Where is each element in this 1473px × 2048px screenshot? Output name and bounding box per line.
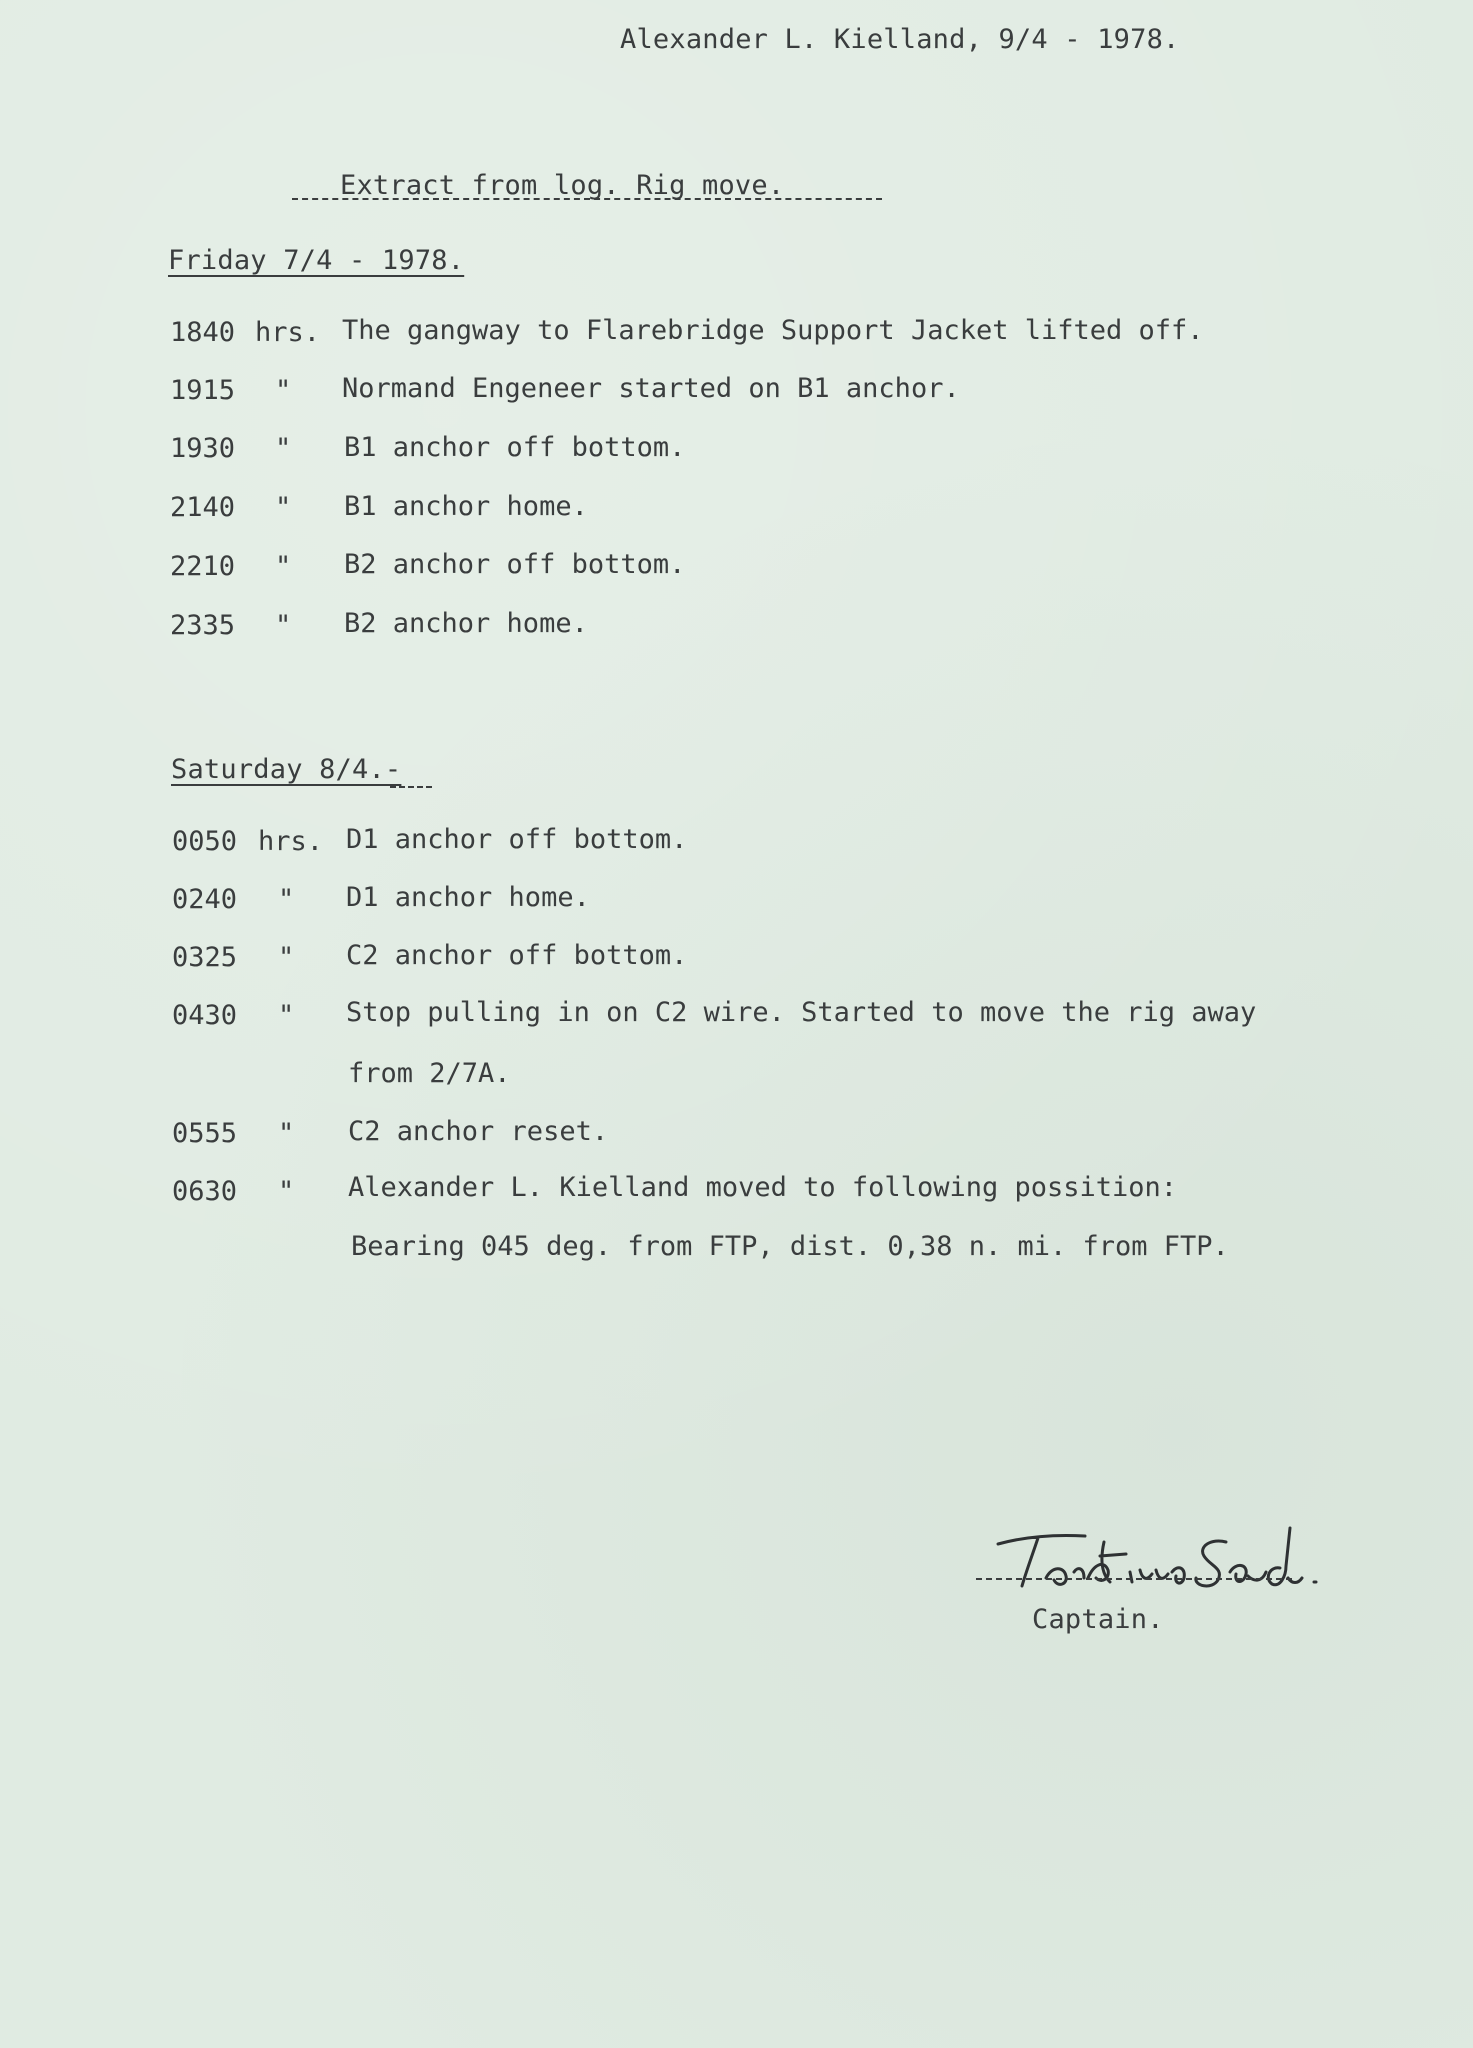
entry-time: 1930 [170,433,236,464]
entry-time: 1840 [170,317,236,348]
entry-text-continuation: from 2/7A. [348,1058,511,1089]
signer-role: Captain. [1032,1604,1164,1635]
entry-text: The gangway to Flarebridge Support Jacket lifted off. [342,315,1204,346]
heading-underline [390,786,432,788]
entry-unit: " [275,433,292,464]
entry-text: D1 anchor off bottom. [346,824,688,855]
entry-text: Stop pulling in on C2 wire. Started to move the rig away [346,997,1257,1028]
entry-unit: hrs. [258,826,324,857]
entry-text-continuation: Bearing 045 deg. from FTP, dist. 0,38 n. mi. from FTP. [351,1231,1229,1262]
entry-time: 0240 [172,884,238,915]
document-title: Extract from log. Rig move. [340,170,785,201]
entry-unit: " [278,1118,295,1149]
section-heading-saturday: Saturday 8/4.- [171,754,402,785]
entry-text: B1 anchor off bottom. [344,432,686,463]
signature-scribble [980,1512,1340,1602]
entry-time: 0430 [172,1000,238,1031]
entry-unit: " [275,610,292,641]
entry-text: B2 anchor off bottom. [344,549,686,580]
entry-text: B2 anchor home. [344,608,588,639]
entry-unit: " [275,492,292,523]
entry-text: Alexander L. Kielland moved to following possition: [348,1172,1178,1203]
document-reference: Alexander L. Kielland, 9/4 - 1978. [620,24,1180,55]
entry-unit: " [278,884,295,915]
entry-text: D1 anchor home. [346,882,590,913]
entry-text: Normand Engeneer started on B1 anchor. [342,373,960,404]
entry-time: 0050 [172,826,238,857]
entry-unit: " [275,375,292,406]
title-underline [292,198,882,200]
signature-line [976,1578,1292,1580]
entry-time: 1915 [170,375,236,406]
entry-unit: hrs. [255,317,321,348]
entry-time: 0630 [172,1176,238,1207]
entry-time: 2210 [170,551,236,582]
entry-unit: " [278,1000,295,1031]
entry-text: C2 anchor reset. [348,1116,609,1147]
entry-text: B1 anchor home. [344,491,588,522]
entry-text: C2 anchor off bottom. [346,940,688,971]
entry-time: 2140 [170,492,236,523]
entry-time: 0325 [172,942,238,973]
entry-unit: " [275,551,292,582]
entry-unit: " [278,1176,295,1207]
entry-time: 0555 [172,1118,238,1149]
entry-time: 2335 [170,610,236,641]
entry-unit: " [278,942,295,973]
section-heading-friday: Friday 7/4 - 1978. [168,245,465,276]
